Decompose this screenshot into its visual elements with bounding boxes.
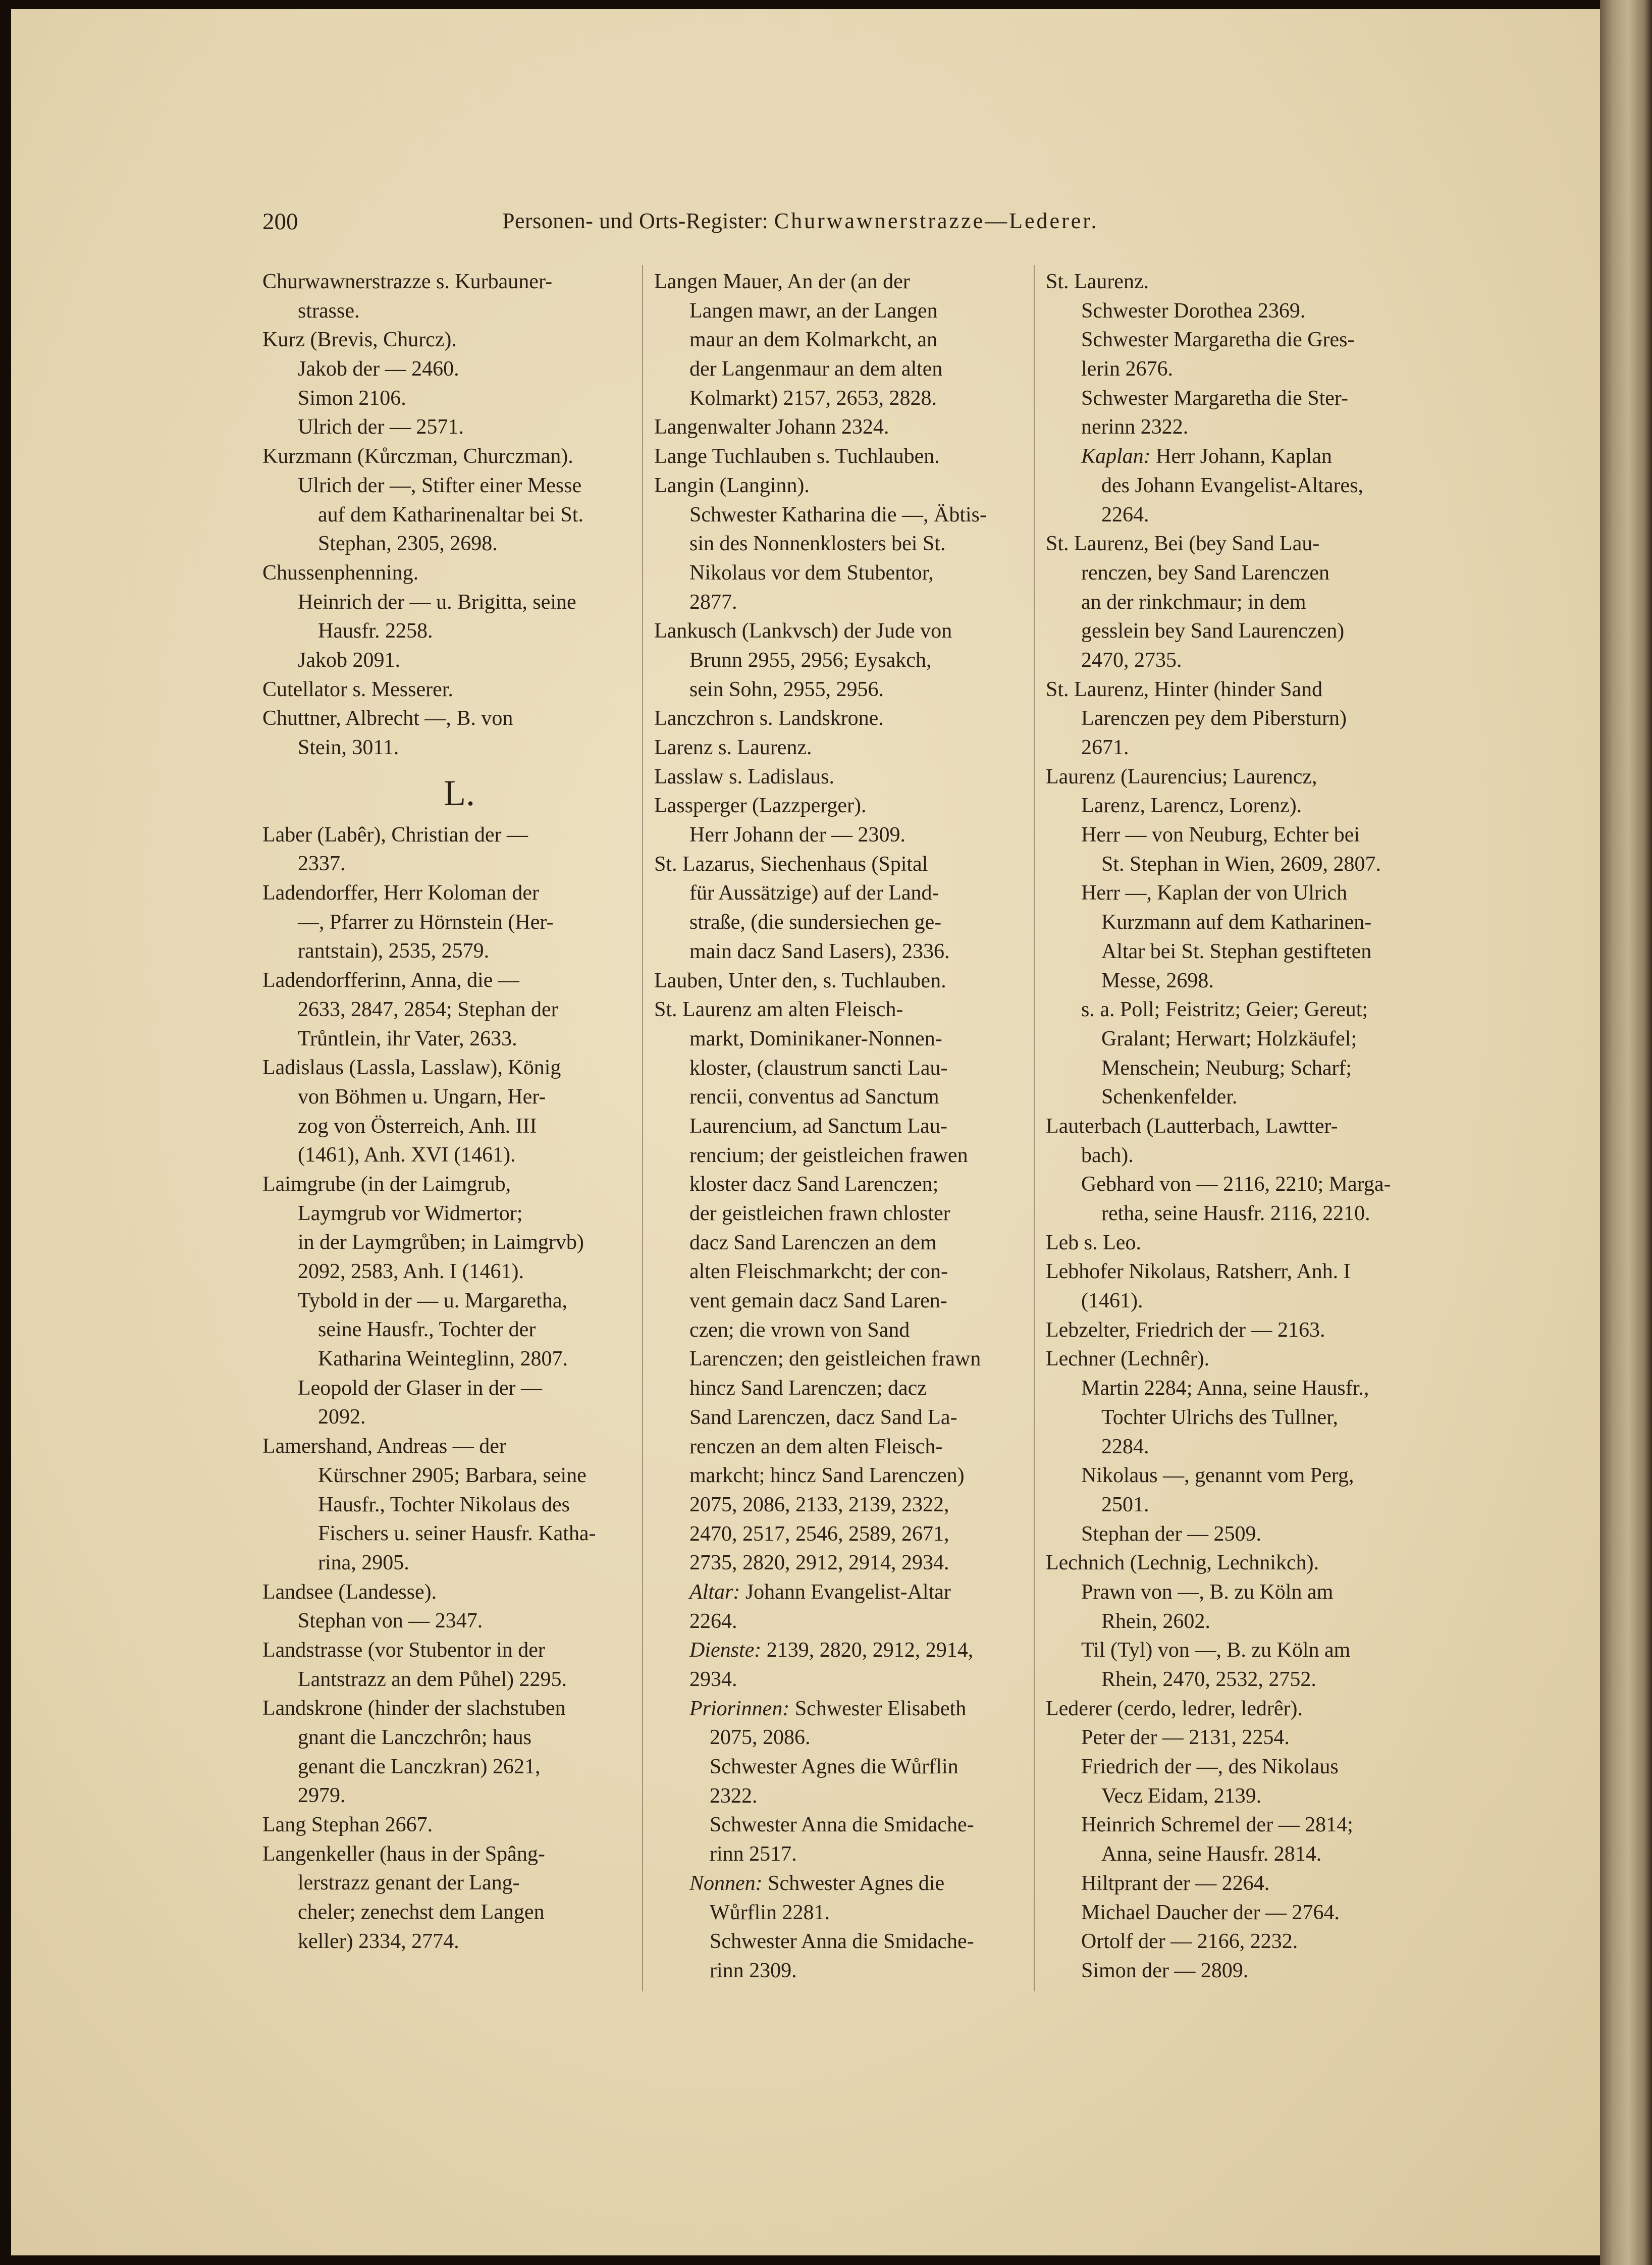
register-line: 2735, 2820, 2912, 2914, 2934. bbox=[689, 1551, 949, 1575]
register-line: Laymgrub vor Widmertor; bbox=[298, 1201, 523, 1225]
register-line: St. Laurenz, Hinter (hinder Sand bbox=[1046, 677, 1323, 701]
register-line: sin des Nonnenklosters bei St. bbox=[689, 532, 946, 556]
register-line: —, Pfarrer zu Hörnstein (Her- bbox=[298, 910, 554, 934]
register-line: Landsee (Landesse). bbox=[262, 1580, 437, 1604]
register-line: Trůntlein, ihr Vater, 2633. bbox=[298, 1027, 517, 1050]
register-line: Schwester Katharina die —, Äbtis- bbox=[689, 503, 987, 526]
register-line: Jakob 2091. bbox=[298, 648, 400, 672]
register-line: Priorinnen: Schwester Elisabeth bbox=[689, 1697, 967, 1720]
register-line: Lechnich (Lechnig, Lechnikch). bbox=[1046, 1551, 1319, 1575]
register-line: Menschein; Neuburg; Scharf; bbox=[1101, 1056, 1352, 1080]
register-line: 2633, 2847, 2854; Stephan der bbox=[298, 997, 558, 1021]
register-line: Lebzelter, Friedrich der — 2163. bbox=[1046, 1318, 1325, 1342]
register-line: 2322. bbox=[710, 1784, 758, 1808]
register-line: Laurencium, ad Sanctum Lau- bbox=[689, 1114, 947, 1138]
register-line: Simon 2106. bbox=[298, 386, 406, 410]
page-number: 200 bbox=[262, 208, 298, 235]
register-line: St. Laurenz am alten Fleisch- bbox=[654, 998, 903, 1022]
register-line: Larenczen; den geistleichen frawn bbox=[689, 1347, 981, 1371]
register-line: Kurzmann auf dem Katharinen- bbox=[1101, 911, 1372, 934]
register-line: renczen, bey Sand Larenczen bbox=[1081, 561, 1330, 585]
register-line: 2264. bbox=[1101, 503, 1149, 526]
register-line: Schwester Margaretha die Gres- bbox=[1081, 328, 1355, 352]
register-line: Leb s. Leo. bbox=[1046, 1231, 1141, 1254]
register-line: Schwester Anna die Smidache- bbox=[710, 1930, 974, 1954]
register-line: Nikolaus vor dem Stubentor, bbox=[689, 561, 934, 585]
register-line: 2337. bbox=[298, 852, 346, 876]
register-line: Schwester Agnes die Wůrflin bbox=[710, 1755, 958, 1779]
register-line: Heinrich Schremel der — 2814; bbox=[1081, 1813, 1353, 1837]
register-line: (1461), Anh. XVI (1461). bbox=[298, 1143, 516, 1167]
register-line: rantstain), 2535, 2579. bbox=[298, 939, 490, 963]
register-line: Larenz, Larencz, Lorenz). bbox=[1081, 794, 1302, 818]
register-line: Lange Tuchlauben s. Tuchlauben. bbox=[654, 445, 940, 468]
register-line: Altar: Johann Evangelist-Altar bbox=[689, 1580, 951, 1604]
register-line: an der rinkchmaur; in dem bbox=[1081, 590, 1306, 614]
register-line: Ulrich der —, Stifter einer Messe bbox=[298, 473, 582, 497]
register-line: rencium; der geistleichen frawen bbox=[689, 1143, 968, 1167]
register-line: sein Sohn, 2955, 2956. bbox=[689, 677, 884, 701]
register-line: Tybold in der — u. Margaretha, bbox=[298, 1289, 567, 1312]
register-line: hincz Sand Larenczen; dacz bbox=[689, 1377, 927, 1400]
register-line: gesslein bey Sand Laurenczen) bbox=[1081, 619, 1345, 643]
register-line: Herr Johann der — 2309. bbox=[689, 823, 906, 847]
register-line: Kurz (Brevis, Churcz). bbox=[262, 328, 457, 352]
running-header bbox=[0, 208, 1652, 238]
register-line: St. Lazarus, Siechenhaus (Spital bbox=[654, 852, 928, 876]
register-line: czen; die vrown von Sand bbox=[689, 1318, 910, 1342]
register-line: Rhein, 2470, 2532, 2752. bbox=[1101, 1668, 1316, 1691]
register-line: Lang Stephan 2667. bbox=[262, 1813, 433, 1837]
register-line: 2671. bbox=[1081, 736, 1129, 759]
register-line: alten Fleischmarkcht; der con- bbox=[689, 1260, 948, 1284]
register-line: Nikolaus —, genannt vom Perg, bbox=[1081, 1464, 1354, 1488]
register-line: Brunn 2955, 2956; Eysakch, bbox=[689, 648, 932, 672]
register-line: Chuttner, Albrecht —, B. von bbox=[262, 707, 513, 730]
register-line: St. Laurenz. bbox=[1046, 270, 1149, 293]
register-line: Gralant; Herwart; Holzkäufel; bbox=[1101, 1027, 1357, 1050]
register-line: Michael Daucher der — 2764. bbox=[1081, 1901, 1340, 1924]
register-line: Lasslaw s. Ladislaus. bbox=[654, 765, 834, 788]
register-line: Sand Larenczen, dacz Sand La- bbox=[689, 1405, 957, 1429]
register-line: rinn 2517. bbox=[710, 1842, 797, 1866]
register-line: Landskrone (hinder der slachstuben bbox=[262, 1697, 566, 1720]
register-line: Messe, 2698. bbox=[1101, 969, 1214, 992]
register-line: Langenwalter Johann 2324. bbox=[654, 415, 889, 439]
register-line: Anna, seine Hausfr. 2814. bbox=[1101, 1842, 1322, 1866]
register-line: Schwester Anna die Smidache- bbox=[710, 1813, 974, 1837]
register-line: Simon der — 2809. bbox=[1081, 1959, 1249, 1982]
register-line: der Langenmaur an dem alten bbox=[689, 357, 943, 381]
page-title bbox=[502, 208, 1098, 234]
register-line: 2470, 2735. bbox=[1081, 648, 1182, 672]
register-line: in der Laymgrůben; in Laimgrvb) bbox=[298, 1231, 584, 1254]
register-line: 2284. bbox=[1101, 1435, 1149, 1458]
register-line: lerstrazz genant der Lang- bbox=[298, 1871, 520, 1895]
register-line: Hiltprant der — 2264. bbox=[1081, 1871, 1270, 1895]
register-column-3 bbox=[1046, 268, 1429, 1986]
register-line: maur an dem Kolmarkcht, an bbox=[689, 328, 937, 352]
register-line: main dacz Sand Lasers), 2336. bbox=[689, 939, 950, 963]
register-line: Cutellator s. Messerer. bbox=[262, 677, 453, 701]
register-line: Stein, 3011. bbox=[298, 736, 399, 759]
register-line: Prawn von —, B. zu Köln am bbox=[1081, 1580, 1334, 1604]
register-line: 2470, 2517, 2546, 2589, 2671, bbox=[689, 1522, 949, 1546]
register-line: Leopold der Glaser in der — bbox=[298, 1376, 543, 1400]
register-column-1 bbox=[262, 268, 631, 1957]
register-line: Tochter Ulrichs des Tullner, bbox=[1101, 1405, 1338, 1429]
register-line: Langenkeller (haus in der Spâng- bbox=[262, 1842, 545, 1866]
register-line: Lederer (cerdo, ledrer, ledrêr). bbox=[1046, 1697, 1303, 1720]
register-line: straße, (die sundersiechen ge- bbox=[689, 911, 942, 934]
register-line: kloster dacz Sand Larenczen; bbox=[689, 1173, 939, 1196]
register-line: für Aussätzige) auf der Land- bbox=[689, 881, 939, 905]
register-line: markt, Dominikaner-Nonnen- bbox=[689, 1027, 942, 1050]
title-prefix: Personen- und Orts-Register: bbox=[502, 208, 774, 233]
register-line: 2075, 2086, 2133, 2139, 2322, bbox=[689, 1493, 949, 1516]
register-line: vent gemain dacz Sand Laren- bbox=[689, 1289, 947, 1313]
register-line: Til (Tyl) von —, B. zu Köln am bbox=[1081, 1639, 1351, 1662]
register-line: Lanczchron s. Landskrone. bbox=[654, 707, 884, 730]
register-line: Landstrasse (vor Stubentor in der bbox=[262, 1638, 545, 1662]
register-line: 2092. bbox=[318, 1405, 366, 1429]
register-line: Kaplan: Herr Johann, Kaplan bbox=[1081, 445, 1332, 468]
register-line: Ulrich der — 2571. bbox=[298, 415, 464, 439]
register-line: s. a. Poll; Feistritz; Geier; Gereut; bbox=[1081, 998, 1368, 1022]
register-line: auf dem Katharinenaltar bei St. bbox=[318, 503, 583, 526]
register-line: markcht; hincz Sand Larenczen) bbox=[689, 1464, 965, 1488]
register-line: lerin 2676. bbox=[1081, 357, 1173, 381]
register-line: rencii, conventus ad Sanctum bbox=[689, 1085, 939, 1109]
register-line: Ladislaus (Lassla, Lasslaw), König bbox=[262, 1056, 561, 1080]
register-line: Lamershand, Andreas — der bbox=[262, 1435, 506, 1458]
register-line: Langin (Langinn). bbox=[654, 473, 810, 497]
register-line: Ortolf der — 2166, 2232. bbox=[1081, 1930, 1298, 1954]
register-line: Langen Mauer, An der (an der bbox=[654, 270, 910, 293]
register-line: Ladendorfferinn, Anna, die — bbox=[262, 969, 519, 992]
register-line: 2092, 2583, Anh. I (1461). bbox=[298, 1260, 524, 1283]
register-line: Larenz s. Laurenz. bbox=[654, 736, 812, 759]
register-line: Langen mawr, an der Langen bbox=[689, 299, 938, 323]
register-line: renczen an dem alten Fleisch- bbox=[689, 1435, 943, 1458]
register-line: Stephan von — 2347. bbox=[298, 1609, 483, 1633]
register-line: Schwester Margaretha die Ster- bbox=[1081, 386, 1349, 410]
register-line: 2877. bbox=[689, 590, 737, 614]
title-range: Churwawnerstrazze—Lederer. bbox=[774, 208, 1099, 233]
register-line: cheler; zenechst dem Langen bbox=[298, 1901, 545, 1924]
register-line: 2501. bbox=[1101, 1493, 1149, 1516]
register-line: Kürschner 2905; Barbara, seine bbox=[318, 1463, 587, 1487]
register-line: St. Stephan in Wien, 2609, 2807. bbox=[1101, 852, 1381, 876]
register-line: Gebhard von — 2116, 2210; Marga- bbox=[1081, 1173, 1391, 1196]
column-divider-2 bbox=[1034, 265, 1035, 1991]
register-line: keller) 2334, 2774. bbox=[298, 1929, 459, 1953]
register-line: Jakob der — 2460. bbox=[298, 357, 459, 381]
register-line: seine Hausfr., Tochter der bbox=[318, 1318, 536, 1342]
register-line: 2934. bbox=[689, 1668, 737, 1691]
register-line: Lauben, Unter den, s. Tuchlauben. bbox=[654, 969, 946, 992]
register-line: Lechner (Lechnêr). bbox=[1046, 1347, 1210, 1371]
register-line: Fischers u. seiner Hausfr. Katha- bbox=[318, 1522, 596, 1546]
register-line: Herr —, Kaplan der von Ulrich bbox=[1081, 881, 1348, 905]
register-line: Peter der — 2131, 2254. bbox=[1081, 1726, 1290, 1750]
register-line: Dienste: 2139, 2820, 2912, 2914, bbox=[689, 1639, 974, 1662]
register-line: St. Laurenz, Bei (bey Sand Lau- bbox=[1046, 532, 1320, 556]
register-line: strasse. bbox=[298, 299, 360, 323]
register-line: zog von Österreich, Anh. III bbox=[298, 1114, 537, 1138]
register-line: Chussenphenning. bbox=[262, 561, 419, 585]
register-line: 2075, 2086. bbox=[710, 1726, 811, 1750]
register-line: Laber (Labêr), Christian der — bbox=[262, 823, 528, 847]
register-line: gnant die Lanczchrôn; haus bbox=[298, 1726, 531, 1749]
register-line: Ladendorffer, Herr Koloman der bbox=[262, 881, 539, 905]
register-line: Altar bei St. Stephan gestifteten bbox=[1101, 939, 1372, 963]
register-line: von Böhmen u. Ungarn, Her- bbox=[298, 1085, 546, 1109]
register-line: Kurzmann (Kůrczman, Churczman). bbox=[262, 445, 573, 468]
register-line: Lankusch (Lankvsch) der Jude von bbox=[654, 619, 952, 643]
register-line: Larenczen pey dem Pibersturn) bbox=[1081, 707, 1347, 730]
register-line: Martin 2284; Anna, seine Hausfr., bbox=[1081, 1377, 1369, 1400]
column-divider-1 bbox=[642, 265, 643, 1991]
register-line: Nonnen: Schwester Agnes die bbox=[689, 1871, 945, 1895]
register-line: genant die Lanczkran) 2621, bbox=[298, 1755, 541, 1778]
section-letter: L. bbox=[444, 772, 475, 813]
register-line: kloster, (claustrum sancti Lau- bbox=[689, 1056, 948, 1080]
register-line: 2979. bbox=[298, 1784, 346, 1808]
register-line: Lebhofer Nikolaus, Ratsherr, Anh. I bbox=[1046, 1260, 1351, 1284]
register-line: 2264. bbox=[689, 1609, 737, 1633]
register-line: Vecz Eidam, 2139. bbox=[1101, 1784, 1262, 1808]
register-line: Lassperger (Lazzperger). bbox=[654, 794, 867, 818]
register-line: Hausfr. 2258. bbox=[318, 619, 433, 643]
register-line: Schwester Dorothea 2369. bbox=[1081, 299, 1306, 323]
register-line: Wůrflin 2281. bbox=[710, 1901, 830, 1924]
register-line: rinn 2309. bbox=[710, 1959, 797, 1982]
register-line: Stephan, 2305, 2698. bbox=[318, 532, 498, 556]
register-line: bach). bbox=[1081, 1143, 1134, 1167]
book-gutter bbox=[1600, 0, 1652, 2265]
register-line: Lantstrazz an dem Půhel) 2295. bbox=[298, 1667, 567, 1691]
register-line: (1461). bbox=[1081, 1289, 1143, 1313]
register-line: Lauterbach (Lautterbach, Lawtter- bbox=[1046, 1114, 1338, 1138]
register-line: der geistleichen frawn chloster bbox=[689, 1202, 950, 1225]
register-line: Katharina Weinteglinn, 2807. bbox=[318, 1347, 568, 1371]
register-line: Laimgrube (in der Laimgrub, bbox=[262, 1172, 511, 1196]
register-line: dacz Sand Larenczen an dem bbox=[689, 1231, 937, 1254]
register-line: Friedrich der —, des Nikolaus bbox=[1081, 1755, 1339, 1779]
register-line: Churwawnerstrazze s. Kurbauner- bbox=[262, 270, 553, 293]
register-line: Hausfr., Tochter Nikolaus des bbox=[318, 1493, 570, 1516]
register-line: Heinrich der — u. Brigitta, seine bbox=[298, 590, 576, 614]
register-line: Herr — von Neuburg, Echter bei bbox=[1081, 823, 1360, 847]
register-line: Laurenz (Laurencius; Laurencz, bbox=[1046, 765, 1317, 788]
register-line: Kolmarkt) 2157, 2653, 2828. bbox=[689, 386, 937, 410]
register-line: retha, seine Hausfr. 2116, 2210. bbox=[1101, 1202, 1370, 1225]
register-line: rina, 2905. bbox=[318, 1551, 409, 1574]
register-line: des Johann Evangelist-Altares, bbox=[1101, 473, 1364, 497]
register-line: Schenkenfelder. bbox=[1101, 1085, 1238, 1109]
register-line: nerinn 2322. bbox=[1081, 415, 1189, 439]
register-line: Stephan der — 2509. bbox=[1081, 1522, 1261, 1546]
register-line: Rhein, 2602. bbox=[1101, 1609, 1210, 1633]
register-column-2 bbox=[654, 268, 1023, 1986]
